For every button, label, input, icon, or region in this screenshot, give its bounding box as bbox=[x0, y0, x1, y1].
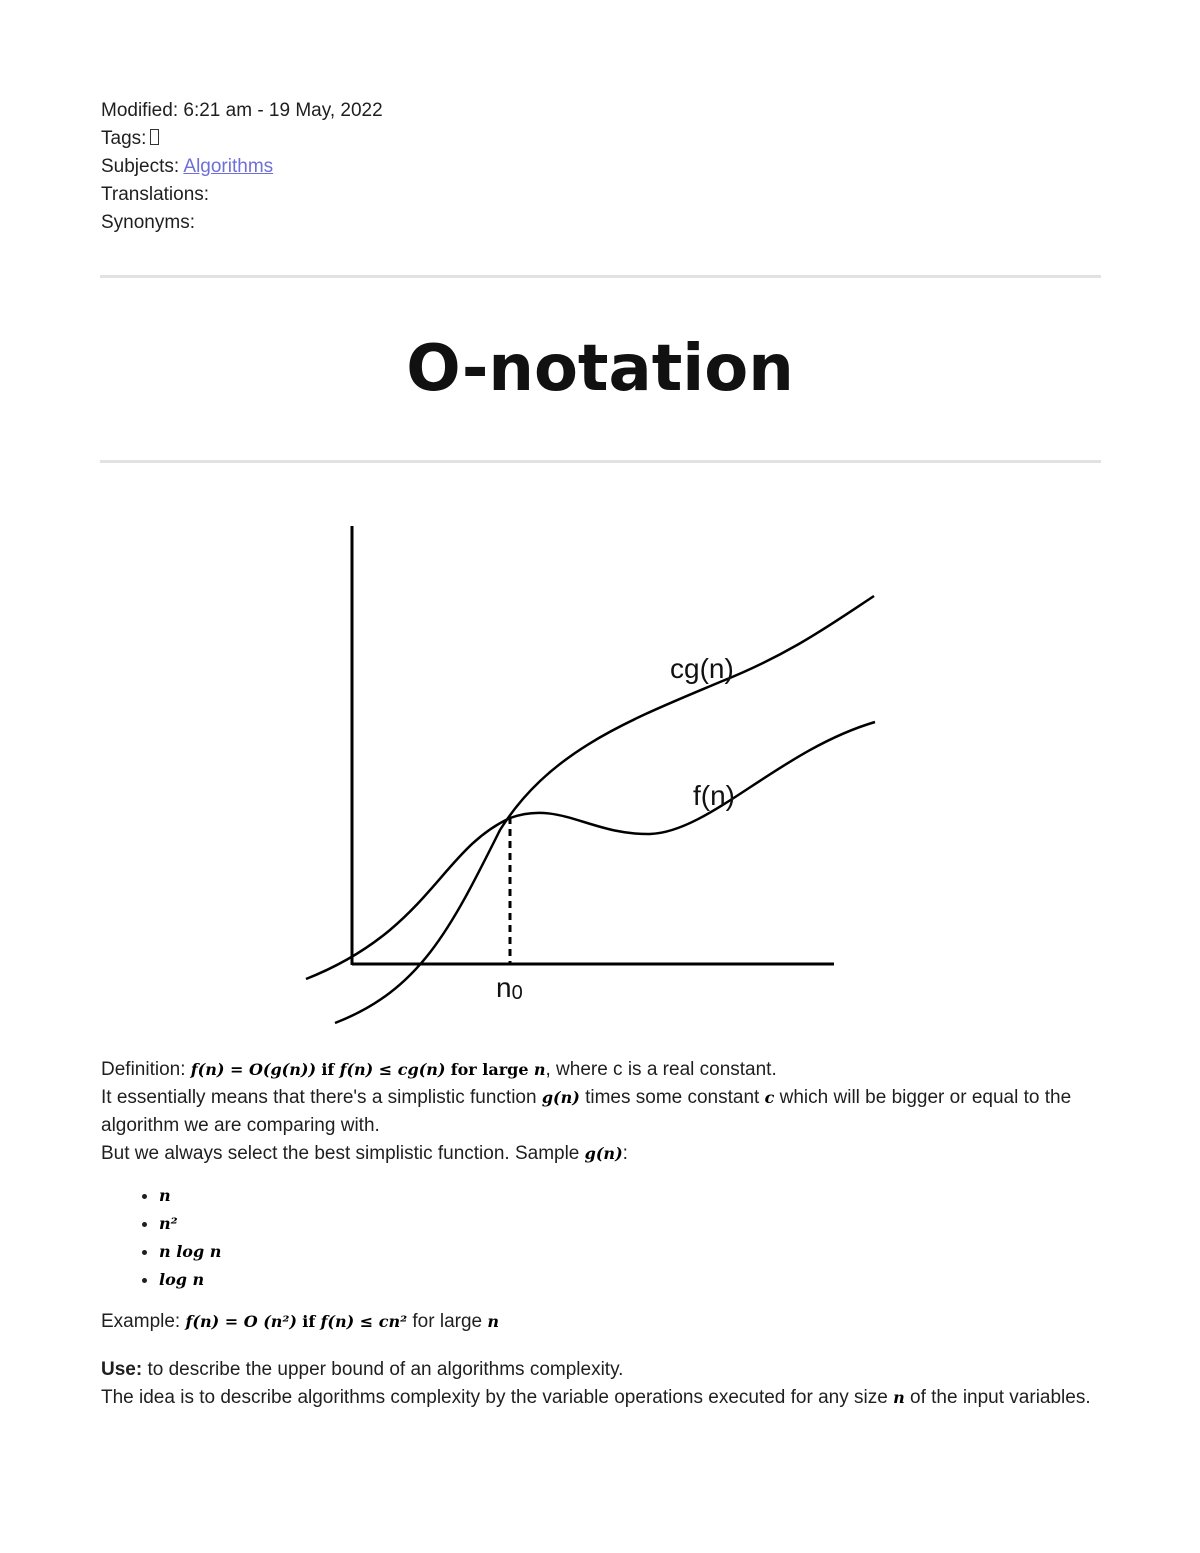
cg-curve bbox=[335, 596, 874, 1023]
explanation-paragraph bbox=[101, 1084, 1101, 1140]
modified-label: Modified: bbox=[101, 100, 179, 121]
example-math-2: f(n) ≤ cn² bbox=[320, 1312, 408, 1331]
subject-link-algorithms[interactable]: Algorithms bbox=[183, 156, 274, 177]
tags-label: Tags: bbox=[101, 128, 147, 149]
use-label: Use: bbox=[101, 1359, 143, 1380]
list-item bbox=[159, 1210, 1101, 1238]
sample-text: But we always select the best simplistic function. Sample bbox=[101, 1143, 580, 1164]
use-text: to describe the upper bound of an algorithms complexity. bbox=[142, 1359, 624, 1380]
f-label: f(n) bbox=[693, 780, 735, 811]
idea-var-n: n bbox=[893, 1388, 905, 1407]
sample-item-n-squared: n² bbox=[159, 1214, 178, 1233]
content-body bbox=[101, 1056, 1101, 1412]
explanation-part1: It essentially means that there's a simplistic function bbox=[101, 1087, 537, 1108]
list-item bbox=[159, 1182, 1101, 1210]
definition-label: Definition: bbox=[101, 1059, 186, 1080]
definition-if: if bbox=[321, 1060, 335, 1079]
metadata-block bbox=[101, 97, 383, 237]
idea-paragraph bbox=[101, 1384, 1101, 1412]
definition-for-large: for large bbox=[450, 1060, 529, 1079]
translations-line: Translations: bbox=[101, 184, 210, 205]
f-curve bbox=[306, 722, 875, 979]
explanation-part2: times some constant bbox=[585, 1087, 760, 1108]
list-item bbox=[159, 1238, 1101, 1266]
tags-empty-icon bbox=[150, 129, 159, 145]
sample-math-g: g(n) bbox=[584, 1144, 623, 1163]
sample-item-n: n bbox=[159, 1186, 171, 1205]
sample-item-n-log-n: n log n bbox=[159, 1242, 222, 1261]
definition-var-n: n bbox=[533, 1060, 546, 1079]
sample-item-log-n: log n bbox=[159, 1270, 205, 1289]
example-math-1: f(n) = O (n²) bbox=[185, 1312, 297, 1331]
definition-line bbox=[101, 1056, 1101, 1084]
explanation-math-c: c bbox=[764, 1088, 775, 1107]
subjects-line bbox=[101, 153, 383, 181]
example-label: Example: bbox=[101, 1311, 181, 1332]
modified-line bbox=[101, 97, 383, 125]
n0-label-sub: 0 bbox=[511, 982, 523, 1004]
big-o-graph bbox=[300, 520, 890, 1030]
sample-function-list bbox=[101, 1182, 1101, 1294]
page-title: O-notation bbox=[406, 332, 794, 406]
definition-math-2: f(n) ≤ cg(n) bbox=[339, 1060, 446, 1079]
explanation-part3: which will be bigger or equal to the algorithm we are comparing with. bbox=[101, 1087, 1072, 1136]
subjects-label: Subjects: bbox=[101, 156, 180, 177]
definition-math-1: f(n) = O(g(n)) bbox=[190, 1060, 317, 1079]
example-line bbox=[101, 1308, 1101, 1336]
n0-label bbox=[496, 972, 523, 1004]
divider-top bbox=[100, 275, 1101, 278]
list-item bbox=[159, 1266, 1101, 1294]
synonyms-line: Synonyms: bbox=[101, 212, 195, 233]
spacer bbox=[101, 1336, 1101, 1356]
sample-colon: : bbox=[622, 1143, 628, 1164]
example-if: if bbox=[302, 1312, 316, 1331]
cg-label: cg(n) bbox=[670, 653, 734, 684]
example-tail: for large bbox=[412, 1311, 483, 1332]
tags-line bbox=[101, 125, 383, 153]
sample-line bbox=[101, 1140, 1101, 1168]
n0-label-n: n bbox=[496, 972, 512, 1003]
modified-value: 6:21 am - 19 May, 2022 bbox=[183, 100, 383, 121]
use-line bbox=[101, 1356, 1101, 1384]
idea-part2: of the input variables. bbox=[910, 1387, 1091, 1408]
divider-bottom bbox=[100, 460, 1101, 463]
definition-tail: , where c is a real constant. bbox=[545, 1059, 777, 1080]
idea-part1: The idea is to describe algorithms complexity by the variable operations executed for any size bbox=[101, 1387, 888, 1408]
explanation-math-g: g(n) bbox=[541, 1088, 580, 1107]
example-var-n: n bbox=[487, 1312, 500, 1331]
